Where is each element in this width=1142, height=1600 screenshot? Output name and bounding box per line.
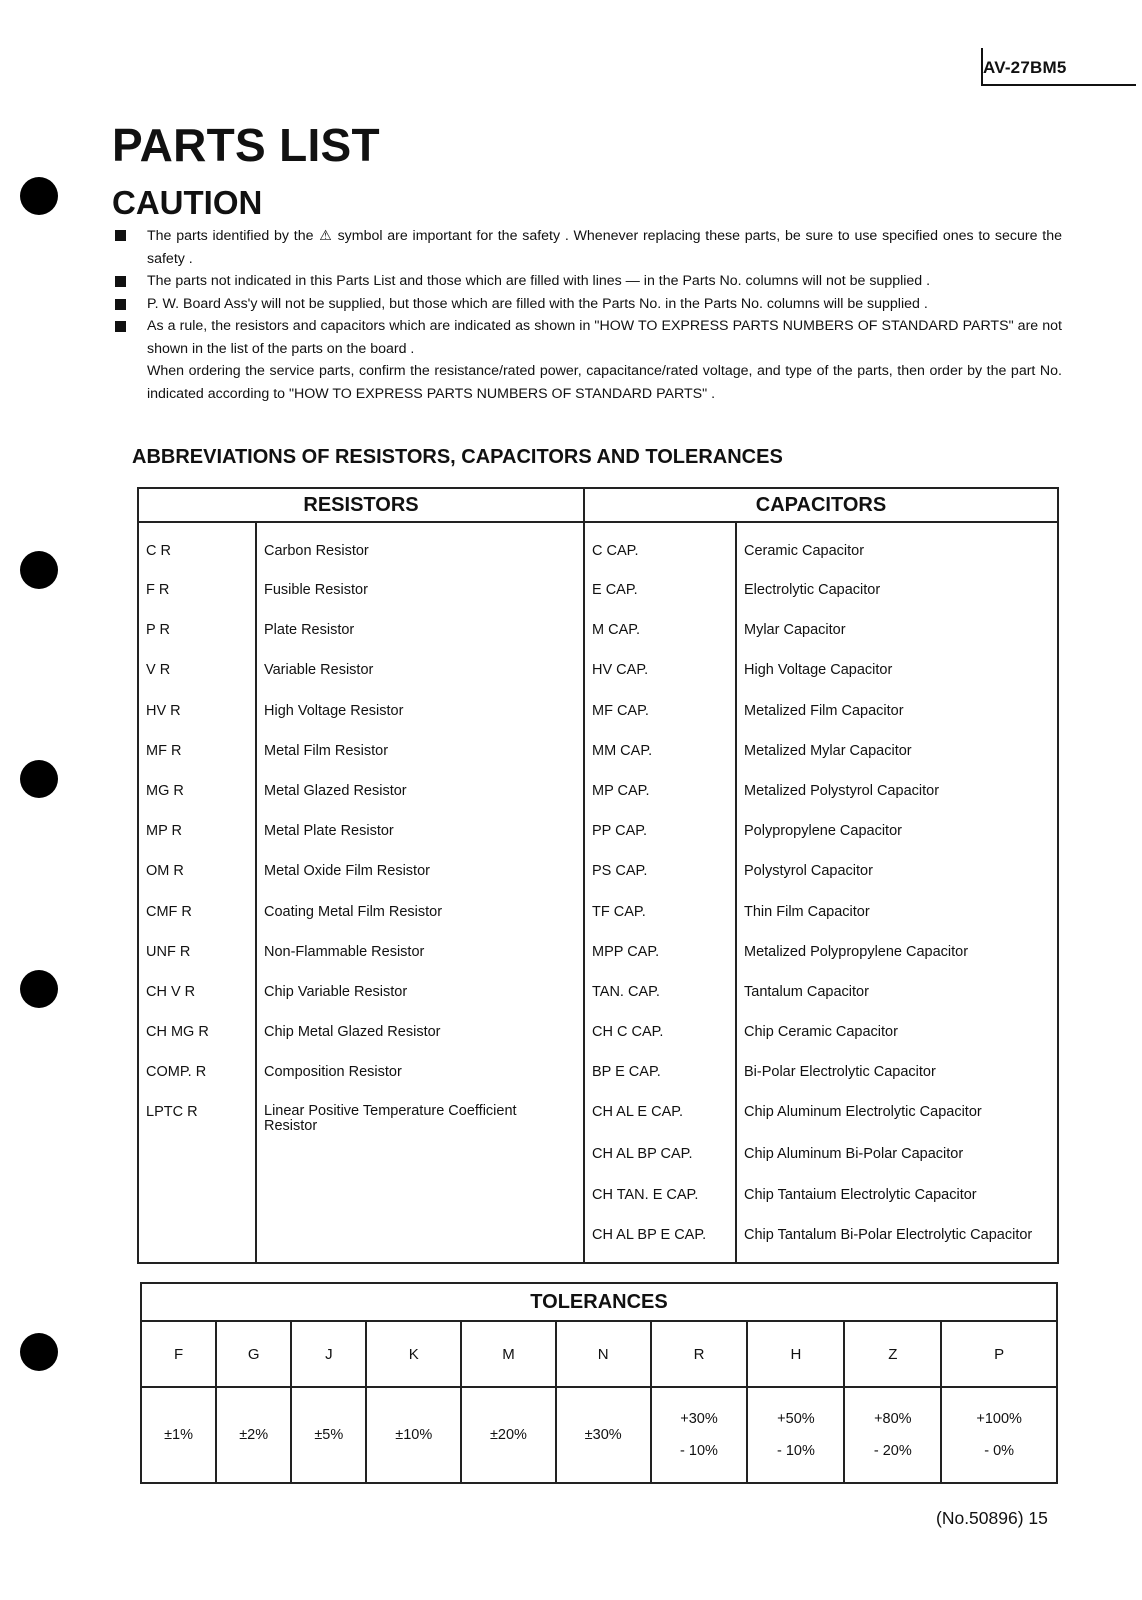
resistor-name: Composition Resistor — [256, 1052, 584, 1092]
capacitor-name: Chip Tantaium Electrolytic Capacitor — [736, 1175, 1058, 1215]
capacitor-code: CH AL BP E CAP. — [584, 1215, 736, 1263]
doc-number-page: (No.50896) 15 — [936, 1508, 1048, 1528]
resistor-name — [256, 1175, 584, 1215]
table-row — [138, 771, 1058, 811]
table-row — [138, 610, 1058, 650]
square-bullet-icon — [115, 276, 126, 287]
binder-hole-icon — [20, 1333, 58, 1371]
resistor-code: C R — [138, 522, 256, 570]
table-row — [138, 731, 1058, 771]
tolerance-code: Z — [844, 1321, 941, 1387]
resistor-code — [138, 1134, 256, 1174]
tolerance-value — [366, 1387, 461, 1483]
caution-text: P. W. Board Ass'y will not be supplied, but those which are filled with the Parts No. in the Parts No. columns will be supplied . — [147, 295, 928, 312]
caution-text: The parts not indicated in this Parts List and those which are filled with lines — in the Parts No. columns will not be supplied . — [147, 273, 931, 289]
tolerance-code: P — [941, 1321, 1057, 1387]
tolerance-value — [747, 1387, 844, 1483]
capacitor-code: MP CAP. — [584, 771, 736, 811]
table-row — [138, 892, 1058, 932]
tolerance-plus: ±1% — [164, 1427, 194, 1443]
table-row — [138, 1134, 1058, 1174]
resistor-name: Chip Variable Resistor — [256, 972, 584, 1012]
tolerance-plus: ±2% — [239, 1427, 269, 1443]
capacitor-code: PP CAP. — [584, 811, 736, 851]
resistor-code: MG R — [138, 771, 256, 811]
square-bullet-icon — [115, 299, 126, 310]
tolerance-plus: ±30% — [584, 1427, 622, 1443]
capacitor-code: MF CAP. — [584, 691, 736, 731]
resistor-name: Metal Film Resistor — [256, 731, 584, 771]
capacitor-code: C CAP. — [584, 522, 736, 570]
square-bullet-icon — [115, 321, 126, 332]
resistor-name: Metal Plate Resistor — [256, 811, 584, 851]
table-row — [138, 1092, 1058, 1134]
resistor-code: OM R — [138, 851, 256, 891]
capacitor-name: Metalized Polystyrol Capacitor — [736, 771, 1058, 811]
resistor-name: Chip Metal Glazed Resistor — [256, 1012, 584, 1052]
caution-heading: CAUTION — [112, 184, 263, 221]
tolerance-plus: ±5% — [314, 1427, 344, 1443]
resistor-name: Variable Resistor — [256, 650, 584, 690]
header-rule-horizontal — [981, 84, 1136, 86]
capacitor-name: High Voltage Capacitor — [736, 650, 1058, 690]
tolerance-minus: - 10% — [680, 1443, 718, 1459]
capacitor-code: MM CAP. — [584, 731, 736, 771]
tolerance-code: J — [291, 1321, 366, 1387]
capacitors-header: CAPACITORS — [584, 488, 1058, 522]
resistor-name: Non-Flammable Resistor — [256, 932, 584, 972]
resistor-code: V R — [138, 650, 256, 690]
capacitor-name: Chip Tantalum Bi-Polar Electrolytic Capacitor — [736, 1215, 1058, 1263]
caution-text: The parts identified by the — [147, 228, 319, 244]
resistor-code: CH MG R — [138, 1012, 256, 1052]
tolerance-code: K — [366, 1321, 461, 1387]
capacitor-code: BP E CAP. — [584, 1052, 736, 1092]
tolerance-code: H — [747, 1321, 844, 1387]
caution-item — [112, 315, 1062, 405]
binder-hole-icon — [20, 551, 58, 589]
tolerance-plus: +100% — [976, 1411, 1022, 1427]
tolerances-table — [140, 1282, 1058, 1484]
capacitor-code: CH TAN. E CAP. — [584, 1175, 736, 1215]
capacitor-name: Metalized Mylar Capacitor — [736, 731, 1058, 771]
abbreviations-table — [137, 487, 1059, 1264]
table-row — [138, 650, 1058, 690]
tolerance-code: G — [216, 1321, 291, 1387]
tolerance-value — [291, 1387, 366, 1483]
capacitor-name: Metalized Polypropylene Capacitor — [736, 932, 1058, 972]
capacitor-name: Polypropylene Capacitor — [736, 811, 1058, 851]
resistor-code: LPTC R — [138, 1092, 256, 1134]
tolerance-minus: - 0% — [984, 1443, 1015, 1459]
capacitor-name: Electrolytic Capacitor — [736, 570, 1058, 610]
tolerance-values-row — [141, 1387, 1057, 1483]
tolerance-code: N — [556, 1321, 651, 1387]
page-title: PARTS LIST — [112, 119, 380, 171]
table-row — [138, 851, 1058, 891]
model-number: AV-27BM5 — [983, 58, 1067, 77]
tolerance-value — [461, 1387, 556, 1483]
capacitor-name: Chip Ceramic Capacitor — [736, 1012, 1058, 1052]
binder-hole-icon — [20, 177, 58, 215]
caution-text: As a rule, the resistors and capacitors which are indicated as shown in "HOW TO EXPRESS PARTS NUMBERS OF STANDARD PARTS" are not shown in the list of the parts on the board . — [147, 318, 1062, 357]
caution-list — [112, 224, 1062, 405]
binder-hole-icon — [20, 760, 58, 798]
resistor-name — [256, 1134, 584, 1174]
capacitor-code: PS CAP. — [584, 851, 736, 891]
table-row — [138, 811, 1058, 851]
resistors-header: RESISTORS — [138, 488, 584, 522]
capacitor-code: MPP CAP. — [584, 932, 736, 972]
table-row — [138, 1012, 1058, 1052]
resistor-name: Metal Oxide Film Resistor — [256, 851, 584, 891]
tolerance-value — [141, 1387, 216, 1483]
warning-triangle-icon: ⚠ — [319, 227, 332, 243]
capacitor-code: M CAP. — [584, 610, 736, 650]
capacitor-code: CH C CAP. — [584, 1012, 736, 1052]
abbreviations-heading: ABBREVIATIONS OF RESISTORS, CAPACITORS AND TOLERANCES — [132, 446, 783, 468]
resistor-code: UNF R — [138, 932, 256, 972]
resistor-code: P R — [138, 610, 256, 650]
capacitor-name: Tantalum Capacitor — [736, 972, 1058, 1012]
resistor-code: MP R — [138, 811, 256, 851]
table-row — [138, 522, 1058, 570]
tolerance-minus: - 10% — [776, 1443, 815, 1459]
tolerance-codes-row — [141, 1321, 1057, 1387]
tolerance-value — [941, 1387, 1057, 1483]
resistor-code: CH V R — [138, 972, 256, 1012]
resistor-code: COMP. R — [138, 1052, 256, 1092]
caution-text: symbol are important for the safety . Whenever replacing these parts, be sure to use specified ones to secure the safety . — [147, 228, 1062, 267]
capacitor-name: Metalized Film Capacitor — [736, 691, 1058, 731]
resistor-code: MF R — [138, 731, 256, 771]
tolerance-minus: - 20% — [873, 1443, 912, 1459]
capacitor-name: Chip Aluminum Electrolytic Capacitor — [736, 1092, 1058, 1134]
resistor-name: Fusible Resistor — [256, 570, 584, 610]
capacitor-name: Chip Aluminum Bi-Polar Capacitor — [736, 1134, 1058, 1174]
table-row — [138, 570, 1058, 610]
tolerance-plus: +50% — [777, 1411, 815, 1427]
binder-hole-icon — [20, 970, 58, 1008]
capacitor-name: Thin Film Capacitor — [736, 892, 1058, 932]
resistor-name: Metal Glazed Resistor — [256, 771, 584, 811]
tolerance-code: R — [651, 1321, 748, 1387]
capacitor-code: CH AL E CAP. — [584, 1092, 736, 1134]
resistor-name: High Voltage Resistor — [256, 691, 584, 731]
capacitor-code: CH AL BP CAP. — [584, 1134, 736, 1174]
table-row — [138, 1215, 1058, 1263]
tolerance-value — [844, 1387, 941, 1483]
tolerance-value — [651, 1387, 748, 1483]
capacitor-code: E CAP. — [584, 570, 736, 610]
resistor-name: Coating Metal Film Resistor — [256, 892, 584, 932]
caution-item — [112, 293, 1062, 316]
capacitor-name: Polystyrol Capacitor — [736, 851, 1058, 891]
resistor-code: HV R — [138, 691, 256, 731]
resistor-name: Plate Resistor — [256, 610, 584, 650]
tolerance-code: F — [141, 1321, 216, 1387]
resistor-code — [138, 1175, 256, 1215]
capacitor-code: HV CAP. — [584, 650, 736, 690]
table-row — [138, 1175, 1058, 1215]
resistor-name: Carbon Resistor — [256, 522, 584, 570]
caution-continuation: When ordering the service parts, confirm the resistance/rated power, capacitance/rated voltage, and type of the parts, then order by the part No. indicated according to "HOW TO EXPRESS PARTS NUMBERS OF STANDARD PARTS" . — [147, 363, 1062, 402]
table-row — [138, 972, 1058, 1012]
capacitor-name: Mylar Capacitor — [736, 610, 1058, 650]
capacitor-name: Bi-Polar Electrolytic Capacitor — [736, 1052, 1058, 1092]
capacitor-code: TF CAP. — [584, 892, 736, 932]
tolerance-value — [216, 1387, 291, 1483]
tolerance-plus: +80% — [874, 1411, 912, 1427]
caution-item — [112, 224, 1062, 270]
resistor-code — [138, 1215, 256, 1263]
caution-item — [112, 270, 1062, 293]
table-row — [138, 1052, 1058, 1092]
square-bullet-icon — [115, 230, 126, 241]
tolerance-plus: ±20% — [489, 1427, 527, 1443]
resistor-name: Linear Positive Temperature Coefficient Resistor — [256, 1092, 584, 1134]
capacitor-code: TAN. CAP. — [584, 972, 736, 1012]
tolerance-plus: +30% — [680, 1411, 718, 1427]
tolerance-code: M — [461, 1321, 556, 1387]
resistor-name — [256, 1215, 584, 1263]
resistor-code: CMF R — [138, 892, 256, 932]
table-row — [138, 932, 1058, 972]
tolerance-plus: ±10% — [395, 1427, 433, 1443]
resistor-code: F R — [138, 570, 256, 610]
tolerances-header: TOLERANCES — [141, 1283, 1057, 1321]
capacitor-name: Ceramic Capacitor — [736, 522, 1058, 570]
tolerance-value — [556, 1387, 651, 1483]
table-row — [138, 691, 1058, 731]
abbreviations-body — [138, 522, 1058, 1263]
